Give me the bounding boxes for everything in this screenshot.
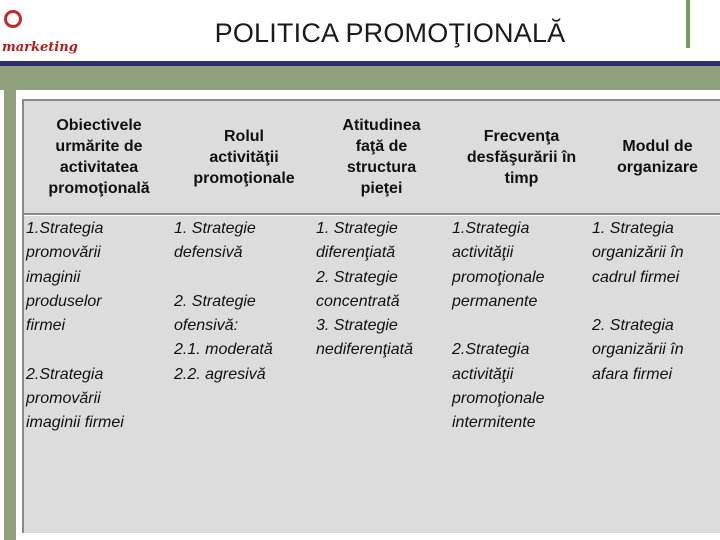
col-header-attitude: Atitudinea faţă de structura pieţei — [342, 117, 421, 197]
side-strip — [4, 90, 16, 540]
cell-frequency: 1.Strategia activităţii promoţionale permanente 2.Strategia activităţii promoţionale intermitente — [452, 220, 545, 432]
col-header-frequency: Frecvenţa desfăşurării în timp — [466, 127, 577, 187]
slide-header — [0, 0, 720, 62]
cell-role: 1. Strategie defensivă 2. Strategie ofensivă: 2.1. moderată 2.2. agresivă — [174, 220, 273, 383]
col-header-role: Rolul activităţii promoţionale — [193, 127, 295, 187]
col-header-organization: Modul de organizare — [617, 138, 698, 176]
strategy-table — [22, 99, 720, 533]
cell-objectives: 1.Strategia promovării imaginii produselor firmei 2.Strategia promovării imaginii firmei — [26, 220, 124, 432]
header-band — [0, 66, 720, 90]
logo-circle-icon — [4, 10, 22, 28]
logo-text: marketing — [2, 40, 78, 55]
slide-title: POLITICA PROMOŢIONALĂ — [214, 18, 566, 48]
accent-bar — [686, 0, 690, 48]
header-row-highlight — [24, 215, 720, 216]
cell-attitude: 1. Strategie diferenţiată 2. Strategie concentrată 3. Strategie nediferenţiată — [316, 220, 413, 359]
col-header-objectives: Obiectivele urmărite de activitatea promoţională — [48, 117, 150, 197]
marketing-logo — [2, 10, 78, 62]
cell-organization: 1. Strategia organizării în cadrul firmei 2. Strategia organizării în afara firmei — [592, 220, 684, 383]
